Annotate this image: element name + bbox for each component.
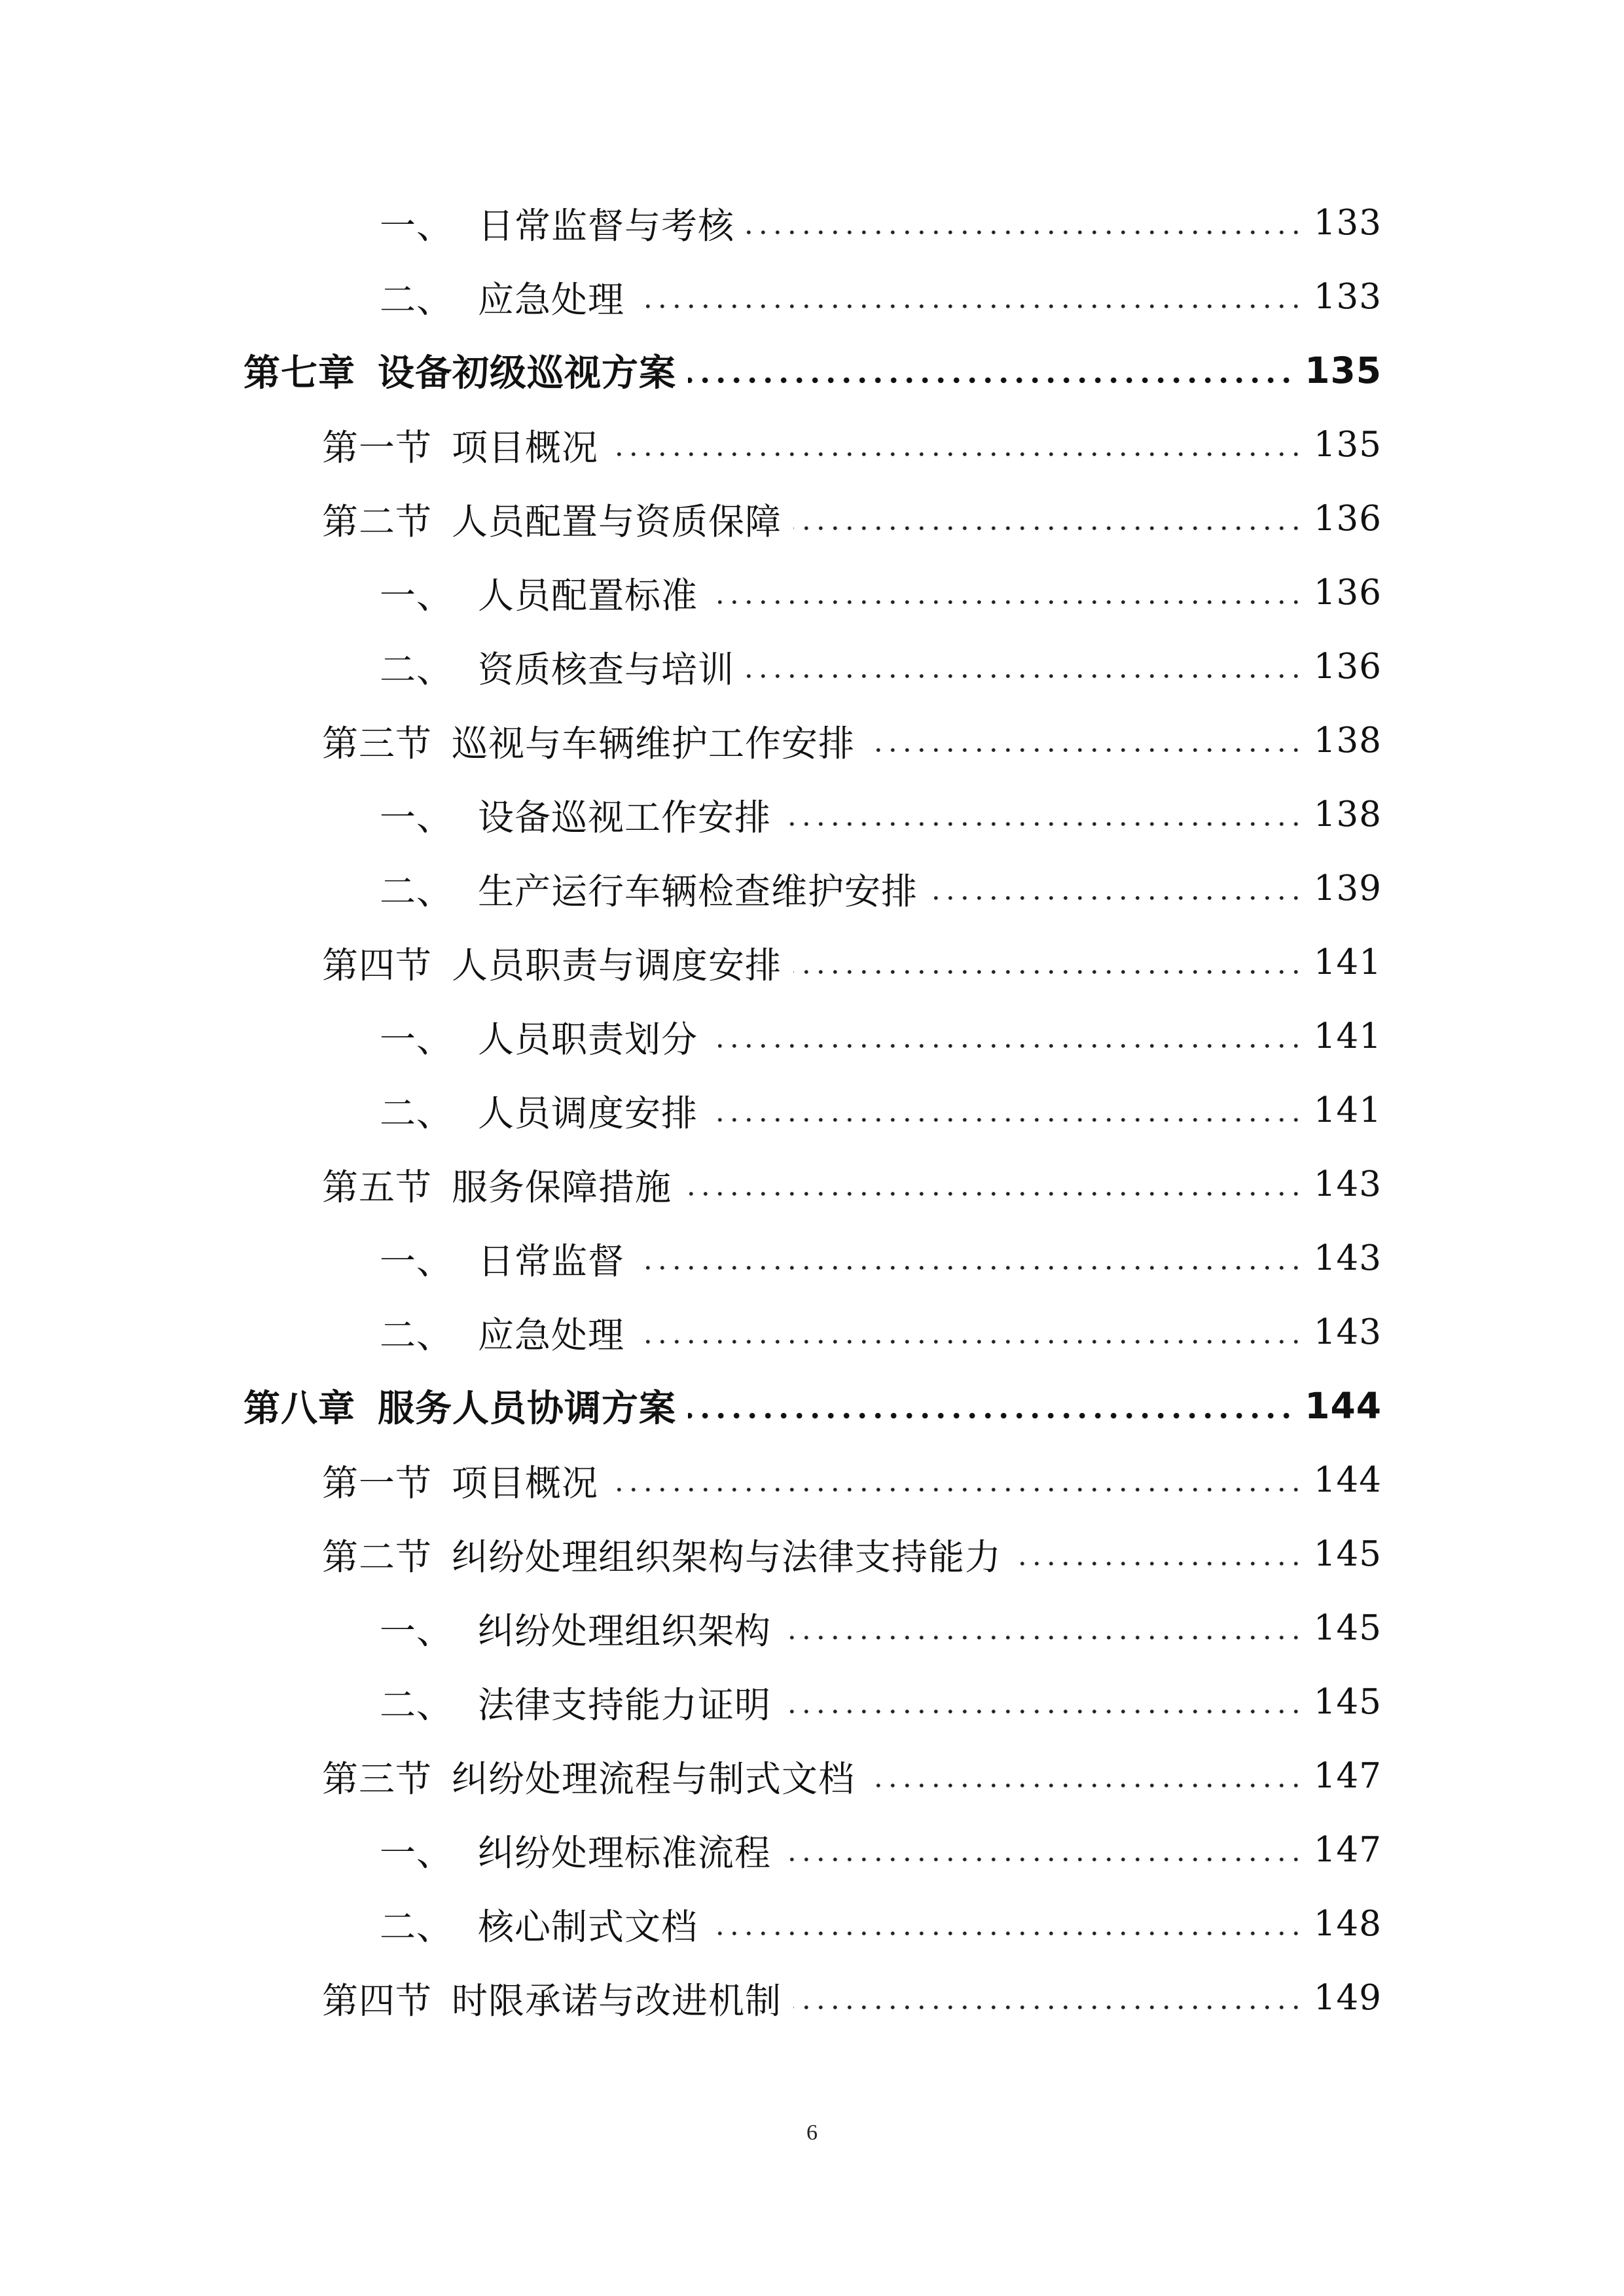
toc-entry-number: 第四节 xyxy=(322,1979,433,2022)
toc-entry-number: 二、 xyxy=(380,1314,454,1356)
toc-entry[interactable] xyxy=(322,1155,1382,1213)
toc-entry-number: 第二节 xyxy=(322,1535,433,1578)
toc-entry[interactable] xyxy=(380,1672,1382,1731)
dot-leader xyxy=(746,673,1303,679)
toc-entry-page: 141 xyxy=(1313,1090,1382,1130)
toc-entry[interactable] xyxy=(380,859,1382,918)
toc-entry-page: 141 xyxy=(1313,1016,1382,1056)
dot-leader xyxy=(688,1412,1294,1419)
toc-entry-title: 巡视与车辆维护工作安排 xyxy=(452,722,856,764)
toc-entry-number: 一、 xyxy=(380,1831,454,1874)
toc-entry-title: 人员配置标准 xyxy=(478,574,698,617)
toc-entry-title: 法律支持能力证明 xyxy=(478,1683,772,1726)
toc-entry-page: 148 xyxy=(1313,1903,1382,1944)
dot-leader xyxy=(710,1117,1303,1123)
dot-leader xyxy=(929,895,1303,901)
toc-entry-title: 纠纷处理组织架构与法律支持能力 xyxy=(452,1535,1002,1578)
toc-entry-page: 135 xyxy=(1313,424,1382,465)
toc-entry-page: 143 xyxy=(1313,1312,1382,1352)
toc-entry-page: 145 xyxy=(1313,1681,1382,1722)
toc-entry-number: 第四节 xyxy=(322,944,433,986)
toc-entry-number: 一、 xyxy=(380,1240,454,1282)
toc-entry[interactable] xyxy=(380,1894,1382,1953)
toc-entry-title: 生产运行车辆检查维护安排 xyxy=(478,870,918,912)
toc-entry[interactable] xyxy=(380,1229,1382,1287)
dot-leader xyxy=(783,1708,1303,1715)
toc-entry-page: 144 xyxy=(1305,1385,1382,1427)
toc-entry-page: 147 xyxy=(1313,1755,1382,1796)
toc-entry[interactable] xyxy=(322,933,1382,992)
toc-entry-page: 145 xyxy=(1313,1607,1382,1648)
dot-leader xyxy=(688,377,1294,384)
toc-entry-page: 136 xyxy=(1313,572,1382,613)
dot-leader xyxy=(783,821,1303,827)
toc-entry-page: 133 xyxy=(1313,202,1382,243)
toc-entry[interactable] xyxy=(322,1450,1382,1509)
toc-entry-page: 147 xyxy=(1313,1829,1382,1870)
dot-leader xyxy=(783,1634,1303,1641)
toc-entry-title: 纠纷处理标准流程 xyxy=(478,1831,772,1874)
toc-entry-title: 人员职责划分 xyxy=(478,1018,698,1060)
toc-entry[interactable] xyxy=(380,267,1382,326)
toc-entry-number: 一、 xyxy=(380,204,454,247)
toc-entry-title: 服务人员协调方案 xyxy=(378,1388,676,1430)
dot-leader xyxy=(867,1782,1303,1789)
toc-entry-title: 时限承诺与改进机制 xyxy=(452,1979,782,2022)
toc-entry-number: 一、 xyxy=(380,1609,454,1652)
page-number: 6 xyxy=(806,2121,818,2145)
dot-leader xyxy=(867,747,1303,753)
toc-entry-title: 项目概况 xyxy=(452,426,599,469)
toc-entry-page: 138 xyxy=(1313,794,1382,834)
dot-leader xyxy=(793,969,1303,975)
toc-entry-title: 设备初级巡视方案 xyxy=(378,352,676,395)
dot-leader xyxy=(1013,1560,1303,1567)
toc-entry-number: 二、 xyxy=(380,1092,454,1134)
toc-entry-number: 二、 xyxy=(380,1683,454,1726)
toc-entry-title: 项目概况 xyxy=(452,1462,599,1504)
toc-entry-number: 二、 xyxy=(380,1905,454,1948)
toc-entry[interactable] xyxy=(322,1746,1382,1805)
toc-entry[interactable] xyxy=(380,1302,1382,1361)
dot-leader xyxy=(636,1265,1303,1271)
toc-entry[interactable] xyxy=(322,489,1382,548)
toc-entry-page: 139 xyxy=(1313,868,1382,908)
toc-entry-page: 135 xyxy=(1305,350,1382,391)
toc-entry-number: 二、 xyxy=(380,278,454,321)
toc-entry-page: 143 xyxy=(1313,1164,1382,1204)
toc-entry-number: 第八章 xyxy=(244,1388,355,1430)
toc-entry-number: 第一节 xyxy=(322,426,433,469)
toc-entry-number: 二、 xyxy=(380,870,454,912)
toc-entry-page: 143 xyxy=(1313,1238,1382,1278)
toc-entry-title: 人员职责与调度安排 xyxy=(452,944,782,986)
toc-entry[interactable] xyxy=(380,1820,1382,1879)
toc-entry[interactable] xyxy=(380,785,1382,844)
toc-entry-page: 149 xyxy=(1313,1977,1382,2018)
dot-leader xyxy=(636,303,1303,310)
toc-entry-title: 应急处理 xyxy=(478,1314,625,1356)
toc-entry-number: 第一节 xyxy=(322,1462,433,1504)
dot-leader xyxy=(793,525,1303,531)
toc-entry[interactable] xyxy=(380,1598,1382,1657)
toc-entry-number: 第五节 xyxy=(322,1166,433,1208)
toc-entry-title: 资质核查与培训 xyxy=(478,648,735,691)
toc-entry[interactable] xyxy=(380,563,1382,622)
toc-entry[interactable] xyxy=(380,637,1382,696)
dot-leader xyxy=(683,1191,1303,1197)
toc-entry[interactable] xyxy=(380,1007,1382,1066)
toc-entry-title: 日常监督与考核 xyxy=(478,204,735,247)
toc-entry-title: 日常监督 xyxy=(478,1240,625,1282)
toc-entry[interactable] xyxy=(244,341,1382,400)
dot-leader xyxy=(610,451,1303,457)
toc-entry[interactable] xyxy=(244,1376,1382,1435)
dot-leader xyxy=(783,1856,1303,1863)
toc-entry-page: 136 xyxy=(1313,498,1382,539)
toc-entry-title: 人员配置与资质保障 xyxy=(452,500,782,543)
toc-entry-number: 第二节 xyxy=(322,500,433,543)
toc-entry-page: 136 xyxy=(1313,646,1382,687)
toc-entry[interactable] xyxy=(380,1081,1382,1139)
toc-entry[interactable] xyxy=(322,711,1382,770)
toc-entry-number: 第三节 xyxy=(322,1757,433,1800)
toc-entry-number: 二、 xyxy=(380,648,454,691)
toc-entry-page: 138 xyxy=(1313,720,1382,761)
dot-leader xyxy=(793,2004,1303,2011)
toc-entry-title: 纠纷处理流程与制式文档 xyxy=(452,1757,856,1800)
toc-entry[interactable] xyxy=(322,415,1382,474)
dot-leader xyxy=(710,599,1303,605)
toc-entry[interactable] xyxy=(322,1524,1382,1583)
toc-entry-title: 设备巡视工作安排 xyxy=(478,796,772,838)
toc-entry-page: 145 xyxy=(1313,1534,1382,1574)
toc-entry-number: 第七章 xyxy=(244,352,355,395)
toc-entry-number: 一、 xyxy=(380,796,454,838)
dot-leader xyxy=(710,1043,1303,1049)
toc-entry[interactable] xyxy=(322,1968,1382,2027)
dot-leader xyxy=(710,1930,1303,1937)
toc-entry-page: 133 xyxy=(1313,276,1382,317)
toc-entry-title: 人员调度安排 xyxy=(478,1092,698,1134)
toc-entry-number: 一、 xyxy=(380,574,454,617)
toc-entry-page: 144 xyxy=(1313,1460,1382,1500)
dot-leader xyxy=(746,229,1303,236)
dot-leader xyxy=(636,1338,1303,1345)
toc-entry-page: 141 xyxy=(1313,942,1382,982)
toc-entry-number: 第三节 xyxy=(322,722,433,764)
toc-entry-number: 一、 xyxy=(380,1018,454,1060)
toc-entry-title: 服务保障措施 xyxy=(452,1166,672,1208)
toc-entry-title: 应急处理 xyxy=(478,278,625,321)
toc-entry-title: 核心制式文档 xyxy=(478,1905,698,1948)
toc-entry-title: 纠纷处理组织架构 xyxy=(478,1609,772,1652)
toc-entry[interactable] xyxy=(380,193,1382,252)
dot-leader xyxy=(610,1486,1303,1493)
